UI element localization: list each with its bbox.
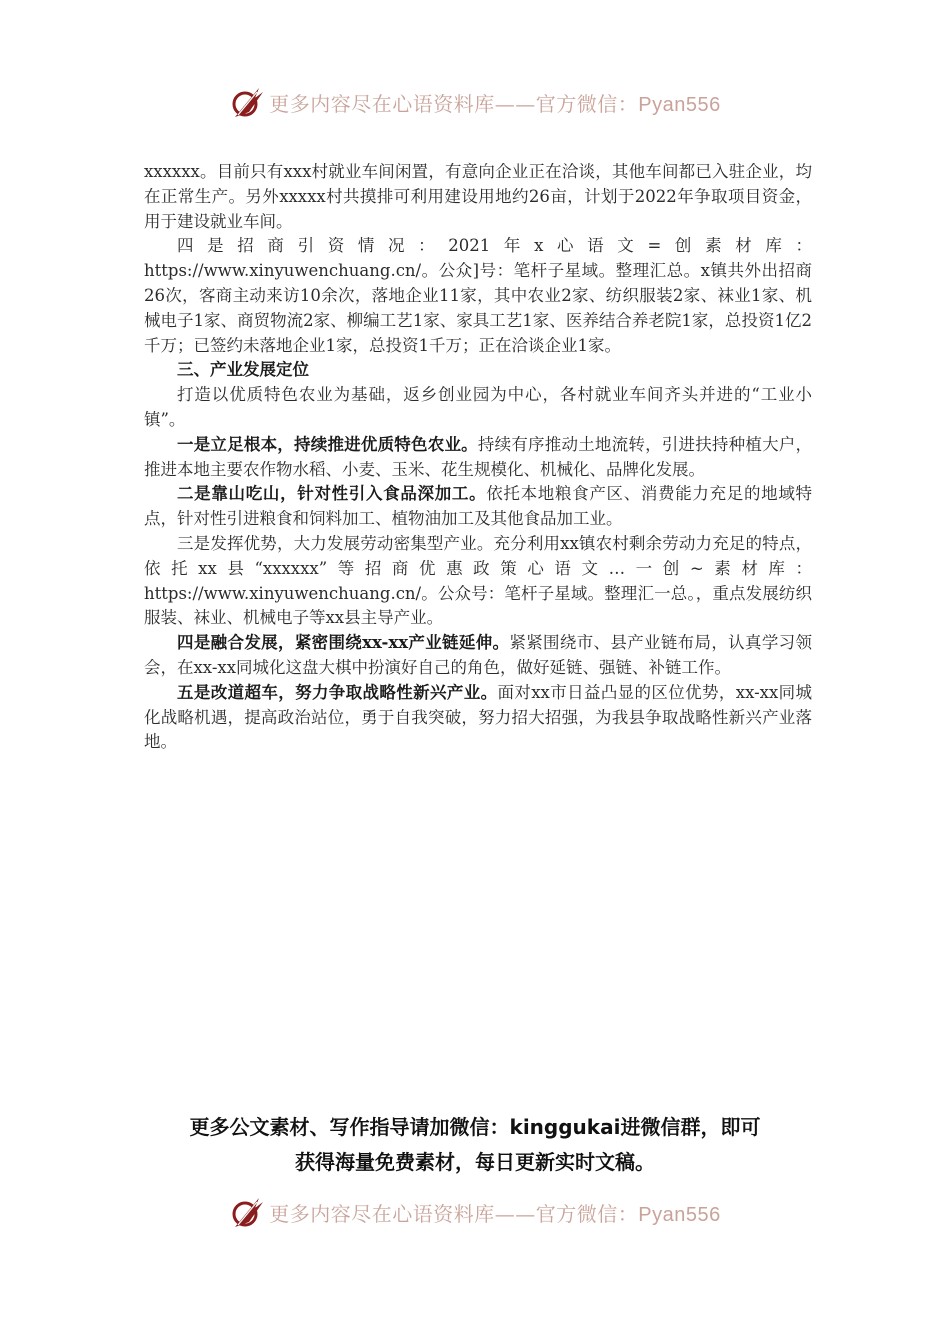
paragraph: 三是发挥优势，大力发展劳动密集型产业。充分利用xx镇农村剩余劳动力充足的特点，依托xx县“xxxxxx”等招商优惠政策心语文…一创~素材库：https://www.xinyuwenchuang.cn/。公众号：笔杆子星域。整理汇一总。，重点发展纺织服装、袜业、机械电子等xx县主导产业。 <box>144 533 812 628</box>
footer-line-1: 更多公文素材、写作指导请加微信：kinggukai进微信群，即可 <box>189 1115 761 1139</box>
paragraph: 四是融合发展，紧密围绕xx-xx产业链延伸。紧紧围绕市、县产业链布局，认真学习领会，在xx-xx同城化这盘大棋中扮演好自己的角色，做好延链、强链、补链工作。 <box>144 633 812 677</box>
header-banner <box>0 80 950 124</box>
footer-line-2: 获得海量免费素材，每日更新实时文稿。 <box>295 1150 655 1174</box>
section-heading: 三、产业发展定位 <box>177 360 309 380</box>
banner-wechat-id: Pyan556 <box>638 93 721 116</box>
banner-text: 更多内容尽在心语资料库——官方微信：Pyan556 <box>269 91 721 116</box>
quill-logo-icon <box>229 84 265 120</box>
paragraph: 打造以优质特色农业为基础，返乡创业园为中心，各村就业车间齐头并进的“工业小镇”。 <box>144 385 812 429</box>
document-body <box>144 160 812 755</box>
banner-wechat-id: Pyan556 <box>638 1203 721 1226</box>
paragraph: xxxxxx。目前只有xxx村就业车间闲置，有意向企业正在洽谈，其他车间都已入驻企业，均在正常生产。另外xxxxx村共摸排可利用建设用地约26亩，计划于2022年争取项目资金，用于建设就业车间。 <box>144 162 812 231</box>
banner-text: 更多内容尽在心语资料库——官方微信：Pyan556 <box>269 1201 721 1226</box>
paragraph: 一是立足根本，持续推进优质特色农业。持续有序推动土地流转，引进扶持种植大户，推进本地主要农作物水稻、小麦、玉米、花生规模化、机械化、品牌化发展。 <box>144 434 813 479</box>
quill-logo-icon <box>229 1194 265 1230</box>
footer-promo <box>120 1110 830 1180</box>
paragraph: 五是改道超车，努力争取战略性新兴产业。面对xx市日益凸显的区位优势，xx-xx同城化战略机遇，提高政治站位，勇于自我突破，努力招大招强，为我县争取战略性新兴产业落地。 <box>144 682 813 752</box>
footer-banner <box>0 1190 950 1234</box>
paragraph: 二是靠山吃山，针对性引入食品深加工。依托本地粮食产区、消费能力充足的地域特点，针对性引进粮食和饲料加工、植物油加工及其他食品加工业。 <box>144 484 813 529</box>
paragraph: 四是招商引资情况：2021年x心语文=创素材库：https://www.xinyuwenchuang.cn/。公众]号：笔杆子星域。整理汇总。x镇共外出招商26次，客商主动来访10余次，落地企业11家，其中农业2家、纺织服装2家、袜业1家、机械电子1家、商贸物流2家、柳编工艺1家、家具工艺1家、医养结合养老院1家，总投资1亿2千万；已签约未落地企业1家，总投资1千万；正在洽谈企业1家。 <box>144 236 812 355</box>
